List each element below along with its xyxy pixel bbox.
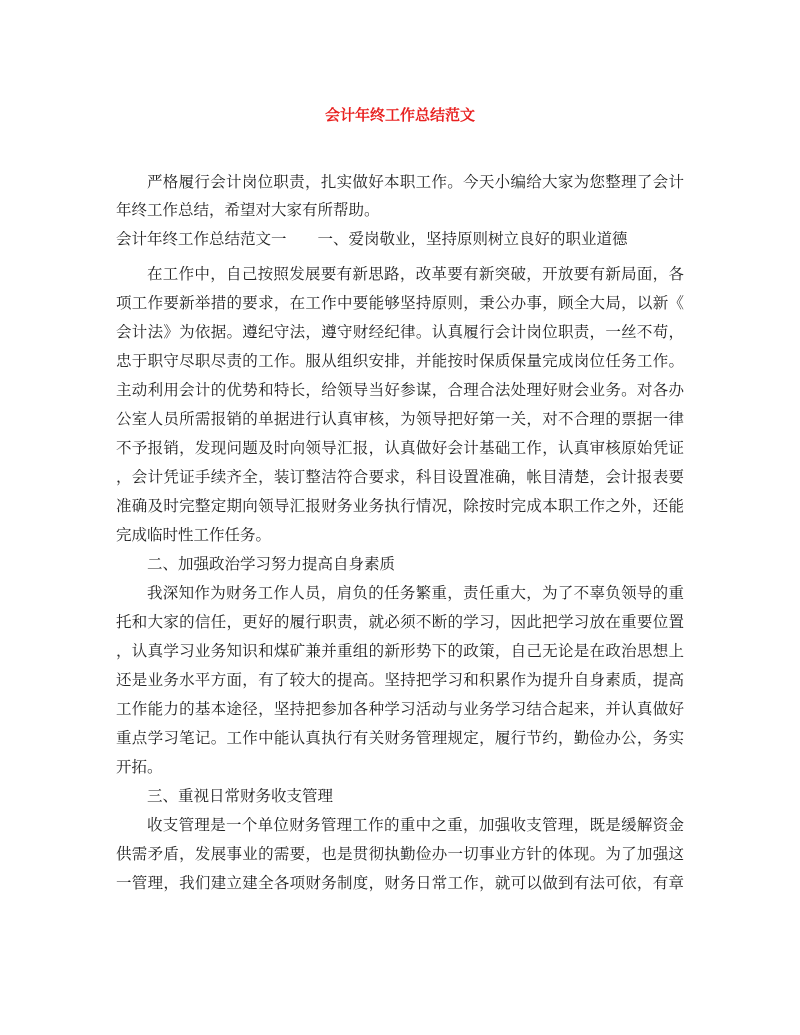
- paragraph-line: 供需矛盾，发展事业的需要，也是贯彻执勤俭办一切事业方针的体现。为了加强这: [116, 845, 684, 863]
- paragraph-line: 不予报销，发现问题及时向领导汇报，认真做好会计基础工作，认真审核原始凭证: [116, 439, 684, 457]
- paragraph-line: 重点学习笔记。工作中能认真执行有关财务管理规定，履行节约，勤俭办公，务实: [116, 729, 684, 747]
- section-heading: 二、加强政治学习努力提高自身素质: [147, 555, 396, 573]
- paragraph-line: 公室人员所需报销的单据进行认真审核，为领导把好第一关，对不合理的票据一律: [116, 410, 684, 428]
- paragraph-line: 会计法》为依据。遵纪守法，遵守财经纪律。认真履行会计岗位职责，一丝不苟，: [116, 323, 684, 341]
- paragraph-line: 会计年终工作总结范文一 一、爱岗敬业，坚持原则树立良好的职业道德: [116, 230, 628, 248]
- paragraph-line: 严格履行会计岗位职责，扎实做好本职工作。今天小编给大家为您整理了会计: [147, 173, 684, 191]
- section-heading: 三、重视日常财务收支管理: [147, 787, 334, 805]
- paragraph-line: 主动利用会计的优势和特长，给领导当好参谋，合理合法处理好财会业务。对各办: [116, 381, 684, 399]
- paragraph-line: 忠于职守尽职尽责的工作。服从组织安排，并能按时保质保量完成岗位任务工作。: [116, 352, 684, 370]
- paragraph-line: 托和大家的信任，更好的履行职责，就必须不断的学习，因此把学习放在重要位置: [116, 613, 684, 631]
- paragraph-line: ，会计凭证手续齐全，装订整洁符合要求，科目设置准确，帐目清楚，会计报表要: [116, 468, 684, 486]
- paragraph-line: 年终工作总结，希望对大家有所帮助。: [116, 201, 380, 219]
- paragraph-line: 收支管理是一个单位财务管理工作的重中之重，加强收支管理，既是缓解资金: [147, 816, 684, 834]
- document-title: 会计年终工作总结范文: [324, 106, 475, 124]
- paragraph-line: 项工作要新举措的要求，在工作中要能够坚持原则，秉公办事，顾全大局，以新《: [116, 294, 684, 312]
- paragraph-line: ，认真学习业务知识和煤矿兼并重组的新形势下的政策，自己无论是在政治思想上: [116, 642, 684, 660]
- paragraph-line: 完成临时性工作任务。: [116, 526, 272, 544]
- paragraph-line: 在工作中，自己按照发展要有新思路，改革要有新突破，开放要有新局面，各: [147, 265, 684, 283]
- paragraph-line: 工作能力的基本途径，坚持把参加各种学习活动与业务学习结合起来，并认真做好: [116, 700, 684, 718]
- paragraph-line: 我深知作为财务工作人员，肩负的任务繁重，责任重大，为了不辜负领导的重: [147, 584, 684, 602]
- paragraph-line: 开拓。: [116, 758, 163, 776]
- paragraph-line: 还是业务水平方面，有了较大的提高。坚持把学习和积累作为提升自身素质，提高: [116, 671, 684, 689]
- paragraph-line: 一管理，我们建立建全各项财务制度，财务日常工作，就可以做到有法可依，有章: [116, 874, 684, 892]
- paragraph-line: 准确及时完整定期向领导汇报财务业务执行情况，除按时完成本职工作之外，还能: [116, 497, 684, 515]
